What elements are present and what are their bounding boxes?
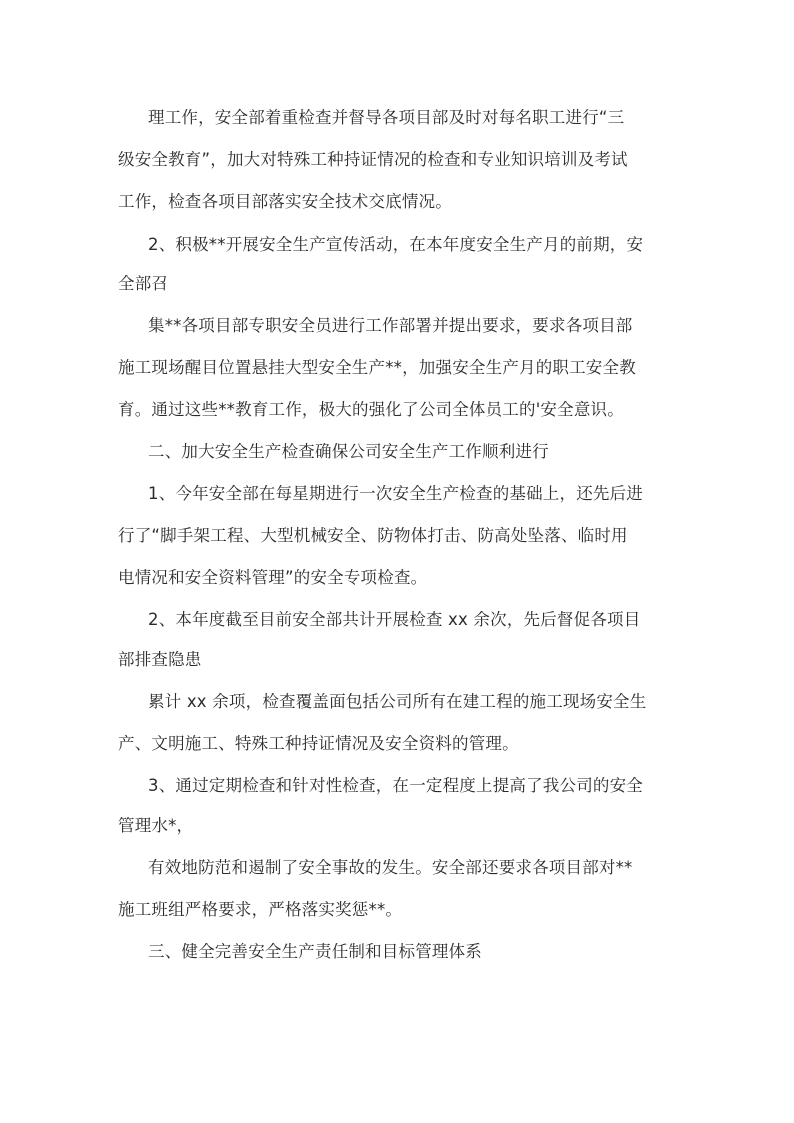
paragraph-line: 2、本年度截至目前安全部共计开展检查 xx 余次，先后督促各项目 (148, 610, 641, 629)
paragraph-line: 3、通过定期检查和针对性检查，在一定程度上提高了我公司的安全 (148, 776, 643, 795)
paragraph-line: 累计 xx 余项，检查覆盖面包括公司所有在建工程的施工现场安全生 (148, 692, 647, 711)
paragraph-line: 电情况和安全资料管理”的安全专项检查。 (118, 568, 428, 587)
paragraph-line: 集**各项目部专职安全员进行工作部署并提出要求，要求各项目部 (148, 316, 633, 335)
paragraph-line: 全部召 (118, 274, 169, 293)
paragraph-line: 工作，检查各项目部落实安全技术交底情况。 (118, 192, 452, 211)
paragraph-line: 施工班组严格要求，严格落实奖惩**。 (118, 900, 403, 919)
paragraph-line: 有效地防范和遏制了安全事故的发生。安全部还要求各项目部对** (148, 858, 633, 877)
paragraph-line: 育。通过这些**教育工作，极大的强化了公司全体员工的'安全意识。 (118, 400, 624, 419)
paragraph-line: 理工作，安全部着重检查并督导各项目部及时对每名职工进行“三 (148, 108, 625, 127)
paragraph-line: 行了“脚手架工程、大型机械安全、防物体打击、防高处坠落、临时用 (118, 526, 628, 545)
section-heading: 三、健全完善安全生产责任制和目标管理体系 (148, 942, 482, 961)
paragraph-line: 产、文明施工、特殊工种持证情况及安全资料的管理。 (118, 734, 519, 753)
paragraph-line: 部排查隐患 (118, 650, 202, 669)
paragraph-line: 1、今年安全部在每星期进行一次安全生产检查的基础上，还先后进 (148, 484, 643, 503)
paragraph-line: 施工现场醒目位置悬挂大型安全生产**，加强安全生产月的职工安全教 (118, 358, 636, 377)
paragraph-line: 级安全教育”，加大对特殊工种持证情况的检查和专业知识培训及考试 (118, 150, 628, 169)
paragraph-line: 2、积极**开展安全生产宣传活动，在本年度安全生产月的前期，安 (148, 235, 644, 254)
paragraph-line: 管理水*， (118, 816, 194, 835)
section-heading: 二、加大安全生产检查确保公司安全生产工作顺利进行 (148, 442, 549, 461)
